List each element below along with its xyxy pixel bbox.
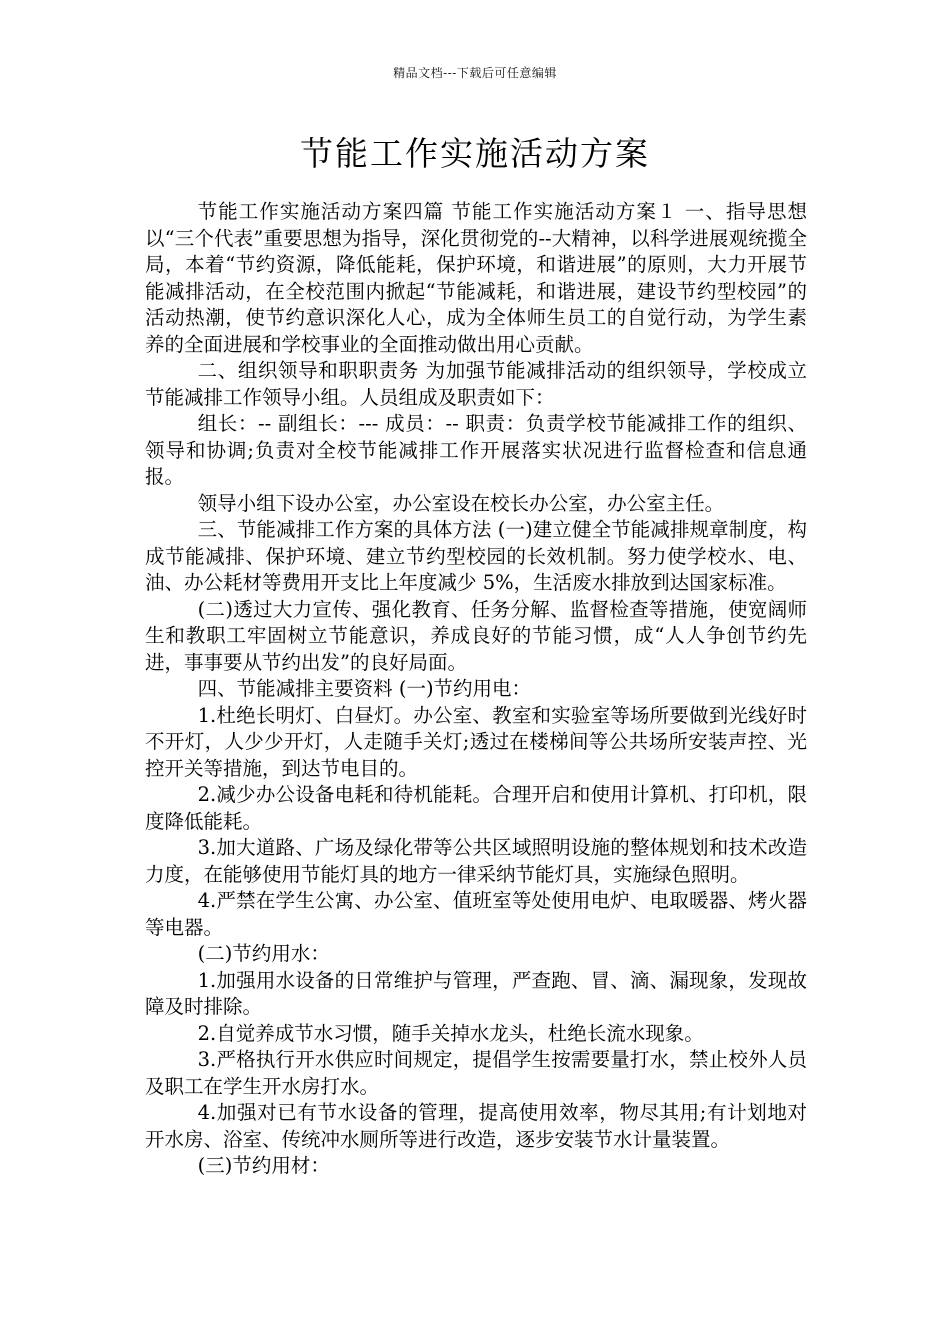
paragraph-water-3: 3.严格执行开水供应时间规定，提倡学生按需要量打水，禁止校外人员及职工在学生开水房打水。 [145, 1048, 807, 1098]
page-header-note: 精品文档---下载后可任意编辑 [393, 66, 557, 80]
paragraph-roles: 组长：-- 副组长：--- 成员：-- 职责：负责学校节能减排工作的组织、领导和协调;负责对全校节能减排工作开展落实状况进行监督检查和信息通报。 [145, 412, 807, 488]
paragraph-electricity-3: 3.加大道路、广场及绿化带等公共区域照明设施的整体规划和技术改造力度，在能够使用节能灯具的地方一律采纳节能灯具，实施绿色照明。 [145, 836, 807, 886]
paragraph-water-1: 1.加强用水设备的日常维护与管理，严查跑、冒、滴、漏现象，发现故障及时排除。 [145, 968, 807, 1018]
paragraph-electricity-2: 2.减少办公设备电耗和待机能耗。合理开启和使用计算机、打印机，限度降低能耗。 [145, 783, 807, 833]
paragraph-electricity-4: 4.严禁在学生公寓、办公室、值班室等处使用电炉、电取暖器、烤火器等电器。 [145, 889, 807, 939]
paragraph-water-heading: (二)节约用水： [197, 942, 330, 965]
document-body [145, 199, 807, 1180]
paragraph-materials-heading: (三)节约用材： [197, 1154, 330, 1177]
paragraph-office: 领导小组下设办公室，办公室设在校长办公室，办公室主任。 [197, 491, 725, 515]
paragraph-electricity-1: 1.杜绝长明灯、白昼灯。办公室、教室和实验室等场所要做到光线好时不开灯，人少少开灯，人走随手关灯;透过在楼梯间等公共场所安装声控、光控开关等措施，到达节电目的。 [145, 703, 807, 780]
paragraph-methods: 三、节能减排工作方案的具体方法 (一)建立健全节能减排规章制度，构成节能减排、保护环境、建立节约型校园的长效机制。努力使学校水、电、油、办公耗材等费用开支比上年度减少 5%，生活废水排放到达国家标准。 [145, 518, 807, 594]
paragraph-publicity: (二)透过大力宣传、强化教育、任务分解、监督检查等措施，使宽阔师生和教职工牢固树立节能意识，养成良好的节能习惯，成“人人争创节约先进，事事要从节约出发”的良好局面。 [145, 597, 807, 674]
paragraph-main-content: 四、节能减排主要资料 (一)节约用电： [197, 677, 532, 700]
paragraph-water-4: 4.加强对已有节水设备的管理，提高使用效率，物尽其用;有计划地对开水房、浴室、传统冲水厕所等进行改造，逐步安装节水计量装置。 [145, 1101, 807, 1151]
document-title: 节能工作实施活动方案 [300, 134, 650, 173]
paragraph-organization: 二、组织领导和职职责务 为加强节能减排活动的组织领导，学校成立节能减排工作领导小组。人员组成及职责如下： [145, 359, 807, 409]
paragraph-water-2: 2.自觉养成节水习惯，随手关掉水龙头，杜绝长流水现象。 [197, 1021, 704, 1045]
paragraph-intro: 节能工作实施活动方案四篇 节能工作实施活动方案１ 一、指导思想 以“三个代表”重要思想为指导，深化贯彻党的--大精神，以科学进展观统揽全局，本着“节约资源，降低能耗，保护环境，和谐进展”的原则，大力开展节能减排活动，在全校范围内掀起“节能减耗，和谐进展，建设节约型校园”的活动热潮，使节约意识深化人心，成为全体师生员工的自觉行动，为学生素养的全面进展和学校事业的全面推动做出用心贡献。 [145, 200, 807, 356]
